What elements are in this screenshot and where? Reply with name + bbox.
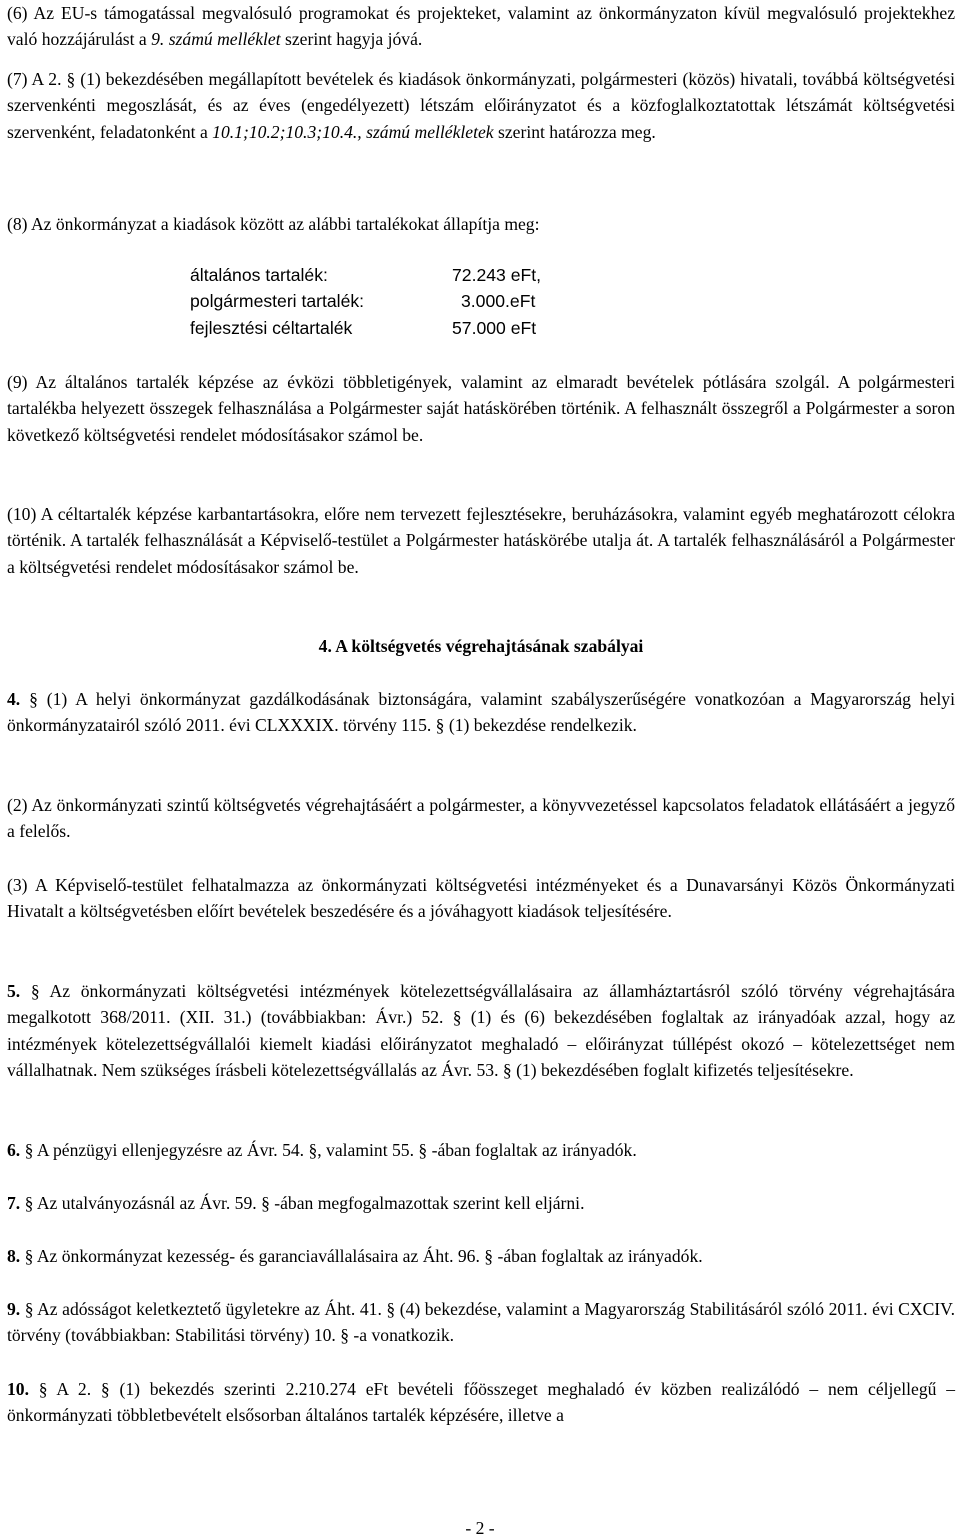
paragraph-7-text: (7) A 2. § (1) bekezdésében megállapított bevételek és kiadások önkormányzati, polgármesteri (közös) hivatali, továbbá költségvetési szervenkénti megoszlását, és az éves (engedélyezett) létszám előirányzatot és a közfoglalkoztatottak létszámát költségvetési szervenként, feladatonként a [7,69,955,142]
paragraph-7-end: szerint határozza meg. [493,121,656,142]
reserve-value: 72.243 eFt, [452,265,542,285]
reserve-label: polgármesteri tartalék: [190,291,365,312]
reserve-row [190,288,581,314]
section-4-number: 4. [7,689,21,709]
section-8 [7,1243,955,1269]
reserve-label: általános tartalék: [190,265,328,285]
section-heading: 4. A költségvetés végrehajtásának szabályai [318,636,644,656]
section-4-2: (2) Az önkormányzati szintű költségvetés végrehajtásáért a polgármester, a könyvvezetéssel kapcsolatos feladatok ellátásáért a jegyző a felelős. [7,795,955,842]
section-7-text: § Az utalványozásnál az Ávr. 59. § -ában megfogalmazottak szerint kell eljárni. [20,1193,585,1213]
reserve-value: 57.000 eFt [452,317,537,338]
section-10-number: 10. [7,1379,29,1399]
section-8-text: § Az önkormányzat kezesség- és garanciavállalásaira az Áht. 96. § -ában foglaltak az irányadók. [20,1246,703,1266]
page-number: - 2 - [465,1518,495,1538]
section-4-1-text: § (1) A helyi önkormányzat gazdálkodásának biztonságára, valamint szabályszerűségére vonatkozóan a Magyarország helyi önkormányzatairól szóló 2011. évi CLXXXIX. törvény 115. § (1) bekezdése rendelkezik. [7,689,955,736]
section-10 [7,1376,955,1429]
annex-9-reference: 9. számú melléklet [151,29,281,50]
section-6-text: § A pénzügyi ellenjegyzésre az Ávr. 54. §, valamint 55. § -ában foglaltak az irányadók. [20,1140,637,1160]
paragraph-9: (9) Az általános tartalék képzése az évközi többletigények, valamint az elmaradt bevételek pótlására szolgál. A polgármesteri tartalékba helyezett összegek felhasználása a Polgármester saját hatáskörében történik. A felhasznált összegről a Polgármester a soron következő költségvetési rendelet módosításakor számol be. [7,372,955,445]
reserve-value: 3.000.eFt [461,291,536,312]
paragraph-6 [7,0,955,53]
section-6 [7,1137,955,1163]
paragraph-6-text: (6) Az EU-s támogatással megvalósuló programokat és projekteket, valamint az önkormányzaton kívül megvalósuló projektekhez való hozzájárulást a [7,3,955,50]
section-5-number: 5. [7,981,21,1001]
paragraph-8: (8) Az önkormányzat a kiadások között az alábbi tartalékokat állapítja meg: [7,214,540,234]
section-4-3: (3) A Képviselő-testület felhatalmazza az önkormányzati költségvetési intézményeket és a Dunavarsányi Közös Önkormányzati Hivatalt a költségvetésben előírt bevételek beszedésére és a jóváhagyott kiadások teljesítésére. [7,875,955,922]
section-5-text: § Az önkormányzati költségvetési intézmények kötelezettségvállalásaira az államháztartásról szóló törvény végrehajtására megalkotott 368/2011. (XII. 31.) (továbbiakban: Ávr.) 52. § (1) és (6) bekezdésében foglaltak az irányadóak azzal, hogy az intézmények kötelezettségvállalói kiemelt kiadási előirányzatot meghaladó – előirányzat túllépést okozó – kötelezettséget nem vállalhatnak. Nem szükséges írásbeli kötelezettségvállalás az Ávr. 53. § (1) bekezdésében foglalt kifizetés teljesítésekre. [7,981,955,1081]
section-9-number: 9. [7,1299,21,1319]
section-8-number: 8. [7,1246,21,1266]
paragraph-6-end: szerint hagyja jóvá. [280,29,423,50]
section-7-number: 7. [7,1193,21,1213]
section-6-number: 6. [7,1140,21,1160]
annex-10-reference: 10.1;10.2;10.3;10.4., számú mellékletek [212,121,494,142]
section-7 [7,1190,955,1216]
reserve-row [190,315,581,341]
section-10-text: § A 2. § (1) bekezdés szerinti 2.210.274 eFt bevételi főösszeget meghaladó év közben realizálódó – nem céljellegű – önkormányzati többletbevételt elsősorban általános tartalék képzésére, illetve a [7,1379,955,1426]
paragraph-7 [7,66,955,145]
section-5 [7,978,955,1084]
reserves-table [190,262,581,341]
paragraph-10: (10) A céltartalék képzése karbantartásokra, előre nem tervezett fejlesztésekre, beruházásokra, valamint egyéb meghatározott célokra történik. A tartalék felhasználását a Képviselő-testület a Polgármester hatáskörébe utalja át. A tartalék felhasználásáról a Polgármester a költségvetési rendelet módosításakor számol be. [7,504,955,577]
section-9-text: § Az adósságot keletkeztető ügyletekre az Áht. 41. § (4) bekezdése, valamint a Magyarország Stabilitásáról szóló 2011. évi CXCIV. törvény (továbbiakban: Stabilitási törvény) 10. § -a vonatkozik. [7,1299,955,1346]
reserve-label: fejlesztési céltartalék [190,317,353,338]
section-9 [7,1296,955,1349]
section-4-1 [7,686,955,739]
reserve-row [190,262,581,288]
